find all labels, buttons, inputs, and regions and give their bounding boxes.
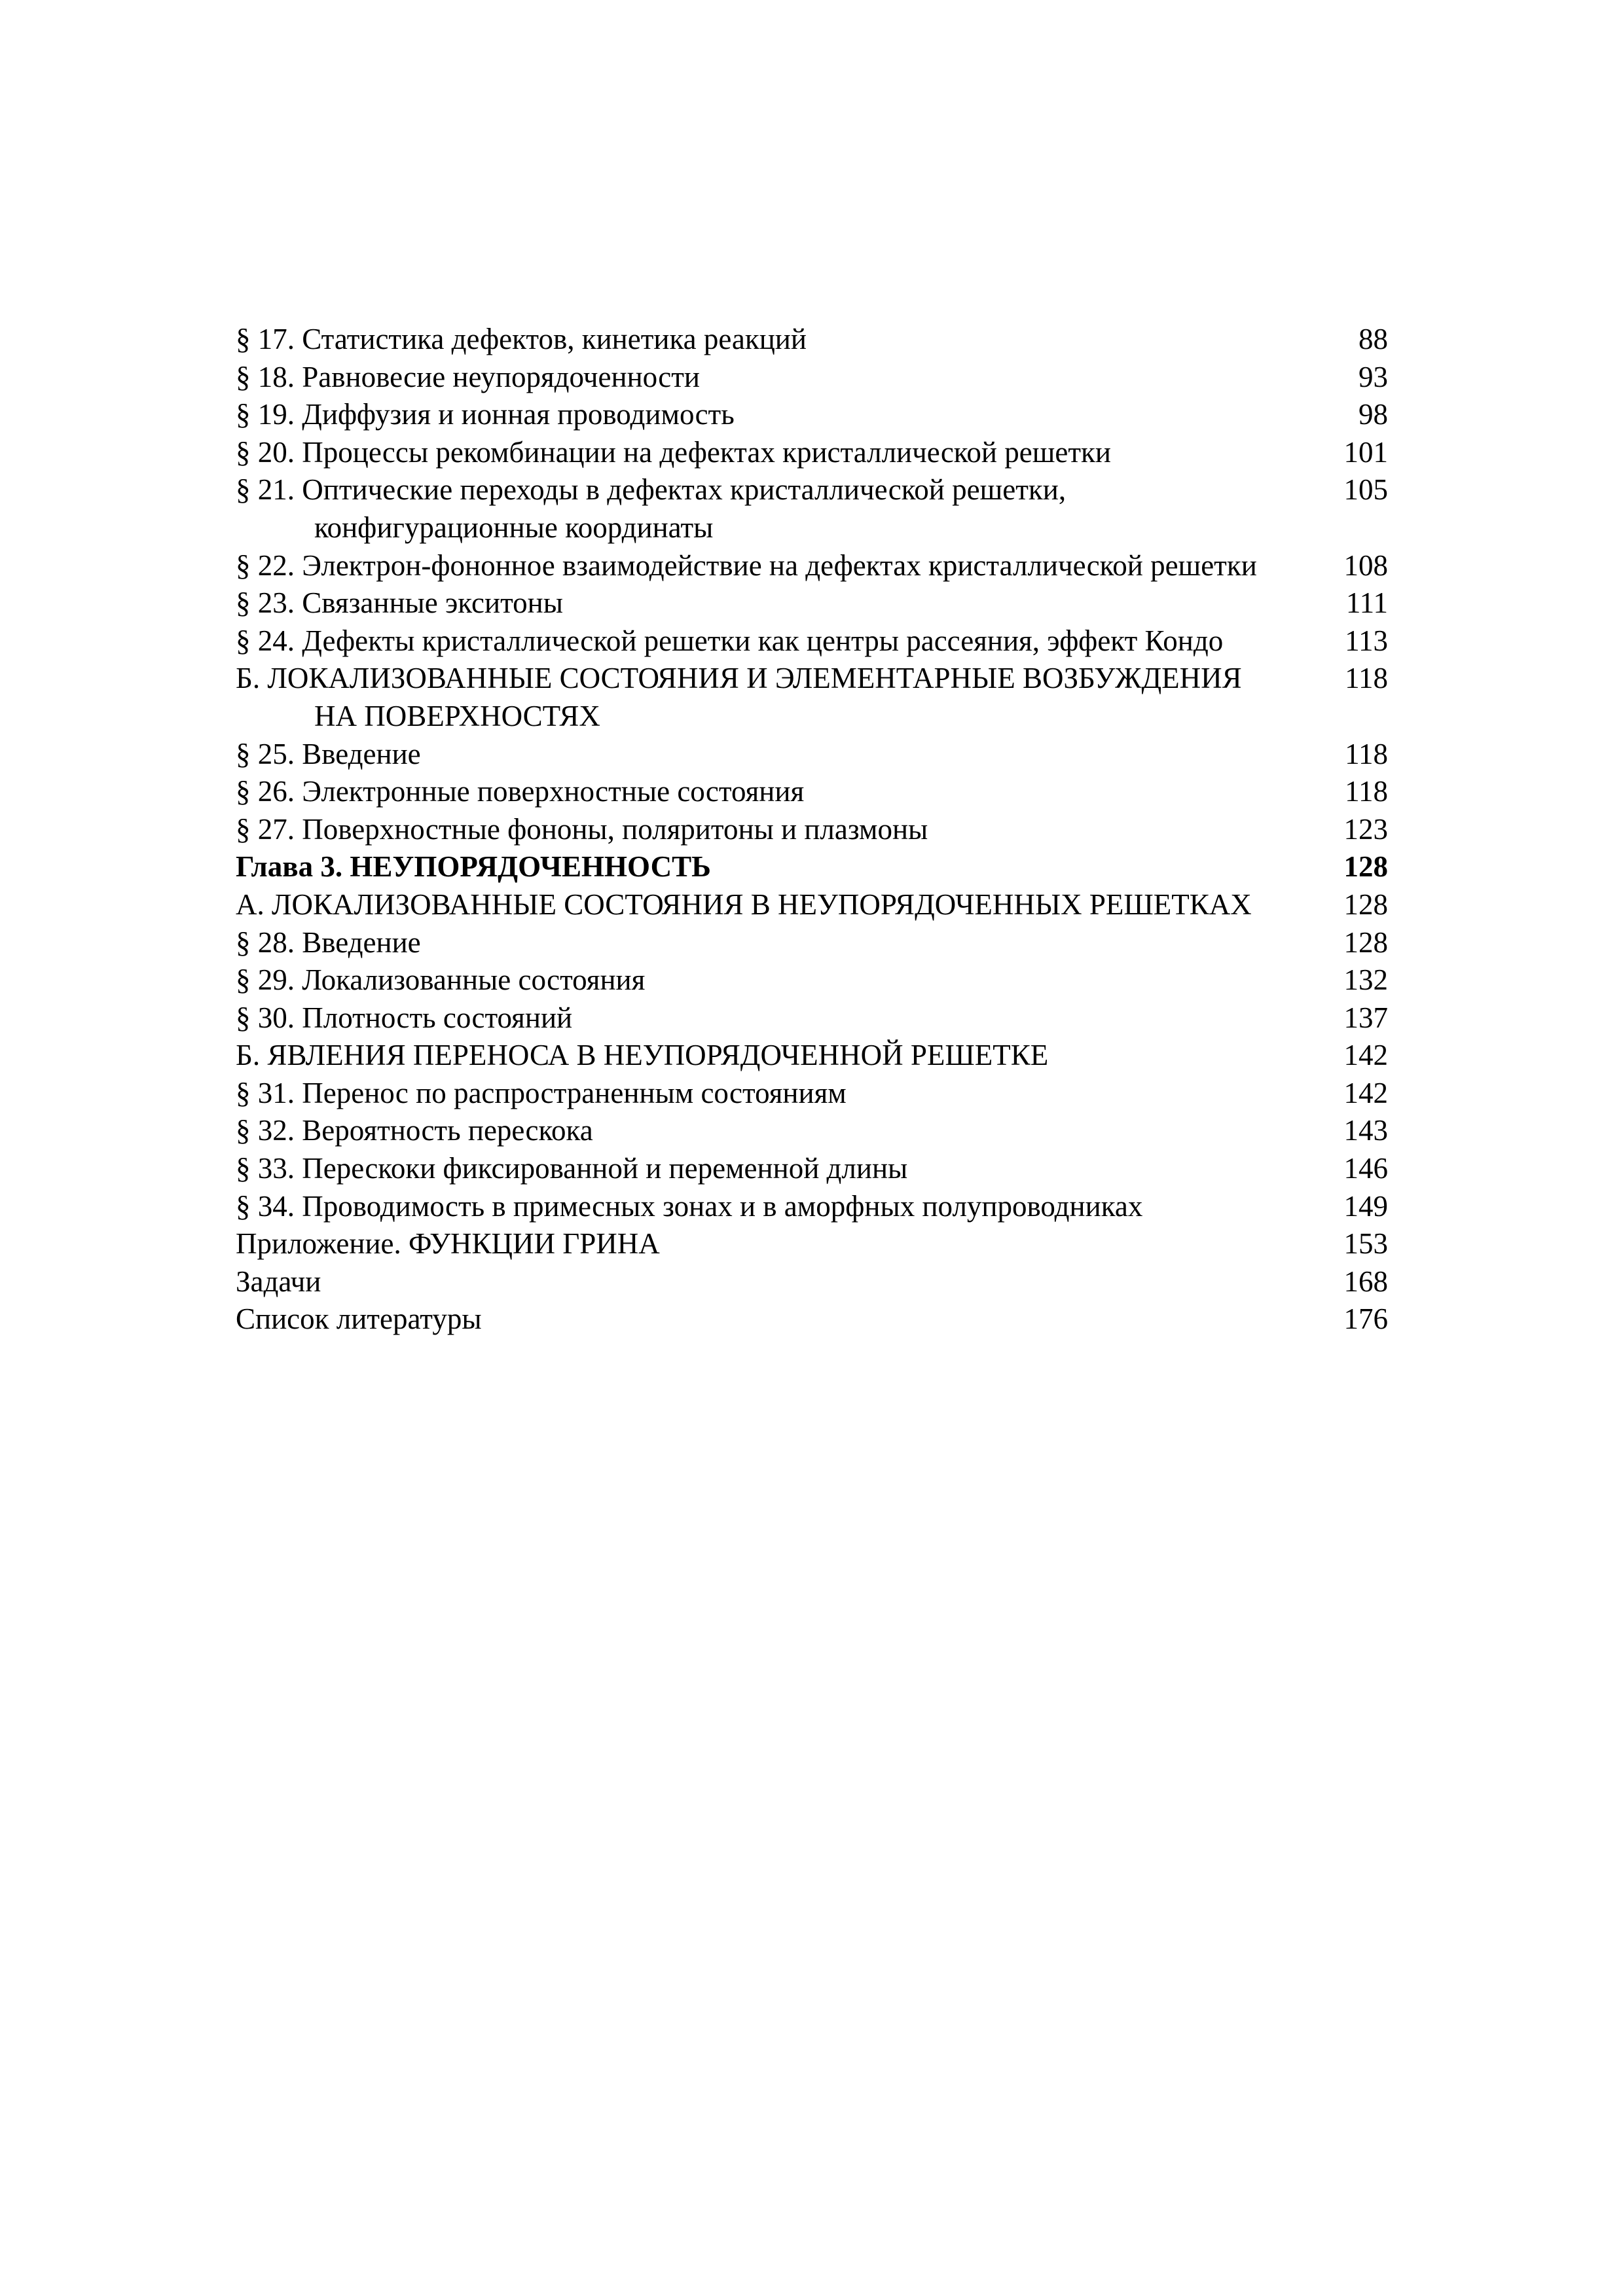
toc-entry-page: 113 [1345, 624, 1388, 657]
toc-entry-30 [236, 999, 1388, 1037]
toc-entry-20 [236, 434, 1388, 472]
toc-section-title: Б. ЛОКАЛИЗОВАННЫЕ СОСТОЯНИЯ И ЭЛЕМЕНТАРНЫЕ ВОЗБУЖДЕНИЯ НА ПОВЕРХНОСТЯХ [236, 662, 1242, 732]
toc-entry-page: 123 [1343, 812, 1388, 846]
toc-entry-page: 118 [1345, 775, 1388, 808]
toc-entry-page: 128 [1343, 925, 1388, 959]
toc-entry-33 [236, 1150, 1388, 1188]
toc-entry-title: § 33. Перескоки фиксированной и переменной длины [236, 1152, 908, 1185]
toc-problems-title: Задачи [236, 1265, 321, 1298]
toc-entry-26 [236, 773, 1388, 811]
toc-entry-title: § 24. Дефекты кристаллической решетки как центры рассеяния, эффект Кондо [236, 624, 1224, 657]
toc-entry-22 [236, 547, 1388, 585]
toc-chapter-3 [236, 848, 1388, 886]
toc-appendix-title: Приложение. ФУНКЦИИ ГРИНА [236, 1227, 660, 1261]
toc-chapter-page: 128 [1343, 850, 1388, 884]
toc-entry-title: § 17. Статистика дефектов, кинетика реакций [236, 323, 807, 355]
toc-entry-29 [236, 961, 1388, 999]
toc-entry-page: 98 [1359, 398, 1388, 431]
toc-entry-page: 101 [1343, 435, 1388, 469]
toc-entry-page: 108 [1343, 548, 1388, 582]
toc-entry-title: § 34. Проводимость в примесных зонах и в аморфных полупроводниках [236, 1189, 1143, 1223]
toc-entry-page: 118 [1345, 737, 1388, 770]
toc-references-title: Список литературы [236, 1302, 482, 1336]
toc-entry-27 [236, 811, 1388, 849]
toc-references-page: 176 [1343, 1302, 1388, 1336]
toc-entry-title: § 19. Диффузия и ионная проводимость [236, 398, 735, 431]
toc-entry-page: 93 [1359, 360, 1388, 393]
toc-entry-31 [236, 1075, 1388, 1113]
toc-entry-title: § 21. Оптические переходы в дефектах кристаллической решетки, конфигурационные координаты [236, 473, 1067, 544]
toc-appendix [236, 1225, 1388, 1263]
toc-section-page: 128 [1343, 888, 1388, 921]
toc-section-a-disordered [236, 886, 1388, 924]
toc-section-b-surfaces [236, 660, 1388, 735]
toc-entry-page: 137 [1343, 1001, 1388, 1034]
toc-section-b-transport [236, 1037, 1388, 1075]
toc-entry-page: 105 [1343, 473, 1388, 507]
toc-entry-title: § 30. Плотность состояний [236, 1001, 573, 1034]
toc-section-page: 142 [1343, 1039, 1388, 1072]
toc-problems-page: 168 [1343, 1265, 1388, 1298]
toc-entry-title: § 18. Равновесие неупорядоченности [236, 360, 700, 393]
toc-entry-page: 88 [1359, 323, 1388, 355]
toc-entry-title: § 25. Введение [236, 737, 421, 770]
toc-entry-title: § 26. Электронные поверхностные состояния [236, 775, 805, 808]
toc-entry-21 [236, 471, 1388, 547]
toc-entry-19 [236, 396, 1388, 434]
toc-entry-title: § 29. Локализованные состояния [236, 963, 646, 997]
toc-entry-17 [236, 321, 1388, 359]
toc-section-title: Б. ЯВЛЕНИЯ ПЕРЕНОСА В НЕУПОРЯДОЧЕННОЙ РЕШЕТКЕ [236, 1039, 1049, 1072]
toc-references [236, 1300, 1388, 1338]
toc-entry-page: 143 [1343, 1114, 1388, 1147]
toc-entry-title: § 27. Поверхностные фононы, поляритоны и плазмоны [236, 812, 928, 846]
toc-entry-25 [236, 736, 1388, 774]
toc-entry-18 [236, 359, 1388, 397]
table-of-contents [236, 321, 1388, 1338]
toc-entry-page: 146 [1343, 1152, 1388, 1185]
toc-entry-title: § 23. Связанные экситоны [236, 586, 563, 620]
toc-entry-24 [236, 622, 1388, 660]
toc-appendix-page: 153 [1343, 1227, 1388, 1261]
toc-entry-page: 149 [1343, 1189, 1388, 1223]
toc-problems [236, 1263, 1388, 1301]
toc-entry-page: 132 [1343, 963, 1388, 997]
toc-entry-28 [236, 924, 1388, 962]
toc-entry-title: § 28. Введение [236, 925, 421, 959]
toc-chapter-title: Глава 3. НЕУПОРЯДОЧЕННОСТЬ [236, 850, 711, 884]
toc-entry-title: § 20. Процессы рекомбинации на дефектах кристаллической решетки [236, 435, 1111, 469]
toc-entry-32 [236, 1112, 1388, 1150]
toc-section-page: 118 [1345, 662, 1388, 695]
toc-section-title: А. ЛОКАЛИЗОВАННЫЕ СОСТОЯНИЯ В НЕУПОРЯДОЧЕННЫХ РЕШЕТКАХ [236, 888, 1252, 921]
toc-entry-23 [236, 584, 1388, 622]
toc-entry-title: § 32. Вероятность перескока [236, 1114, 593, 1147]
toc-entry-title: § 22. Электрон-фононное взаимодействие на дефектах кристаллической решетки [236, 548, 1257, 582]
toc-entry-title: § 31. Перенос по распространенным состояниям [236, 1076, 847, 1109]
toc-entry-page: 111 [1345, 586, 1388, 620]
toc-entry-page: 142 [1343, 1076, 1388, 1109]
toc-entry-34 [236, 1188, 1388, 1226]
